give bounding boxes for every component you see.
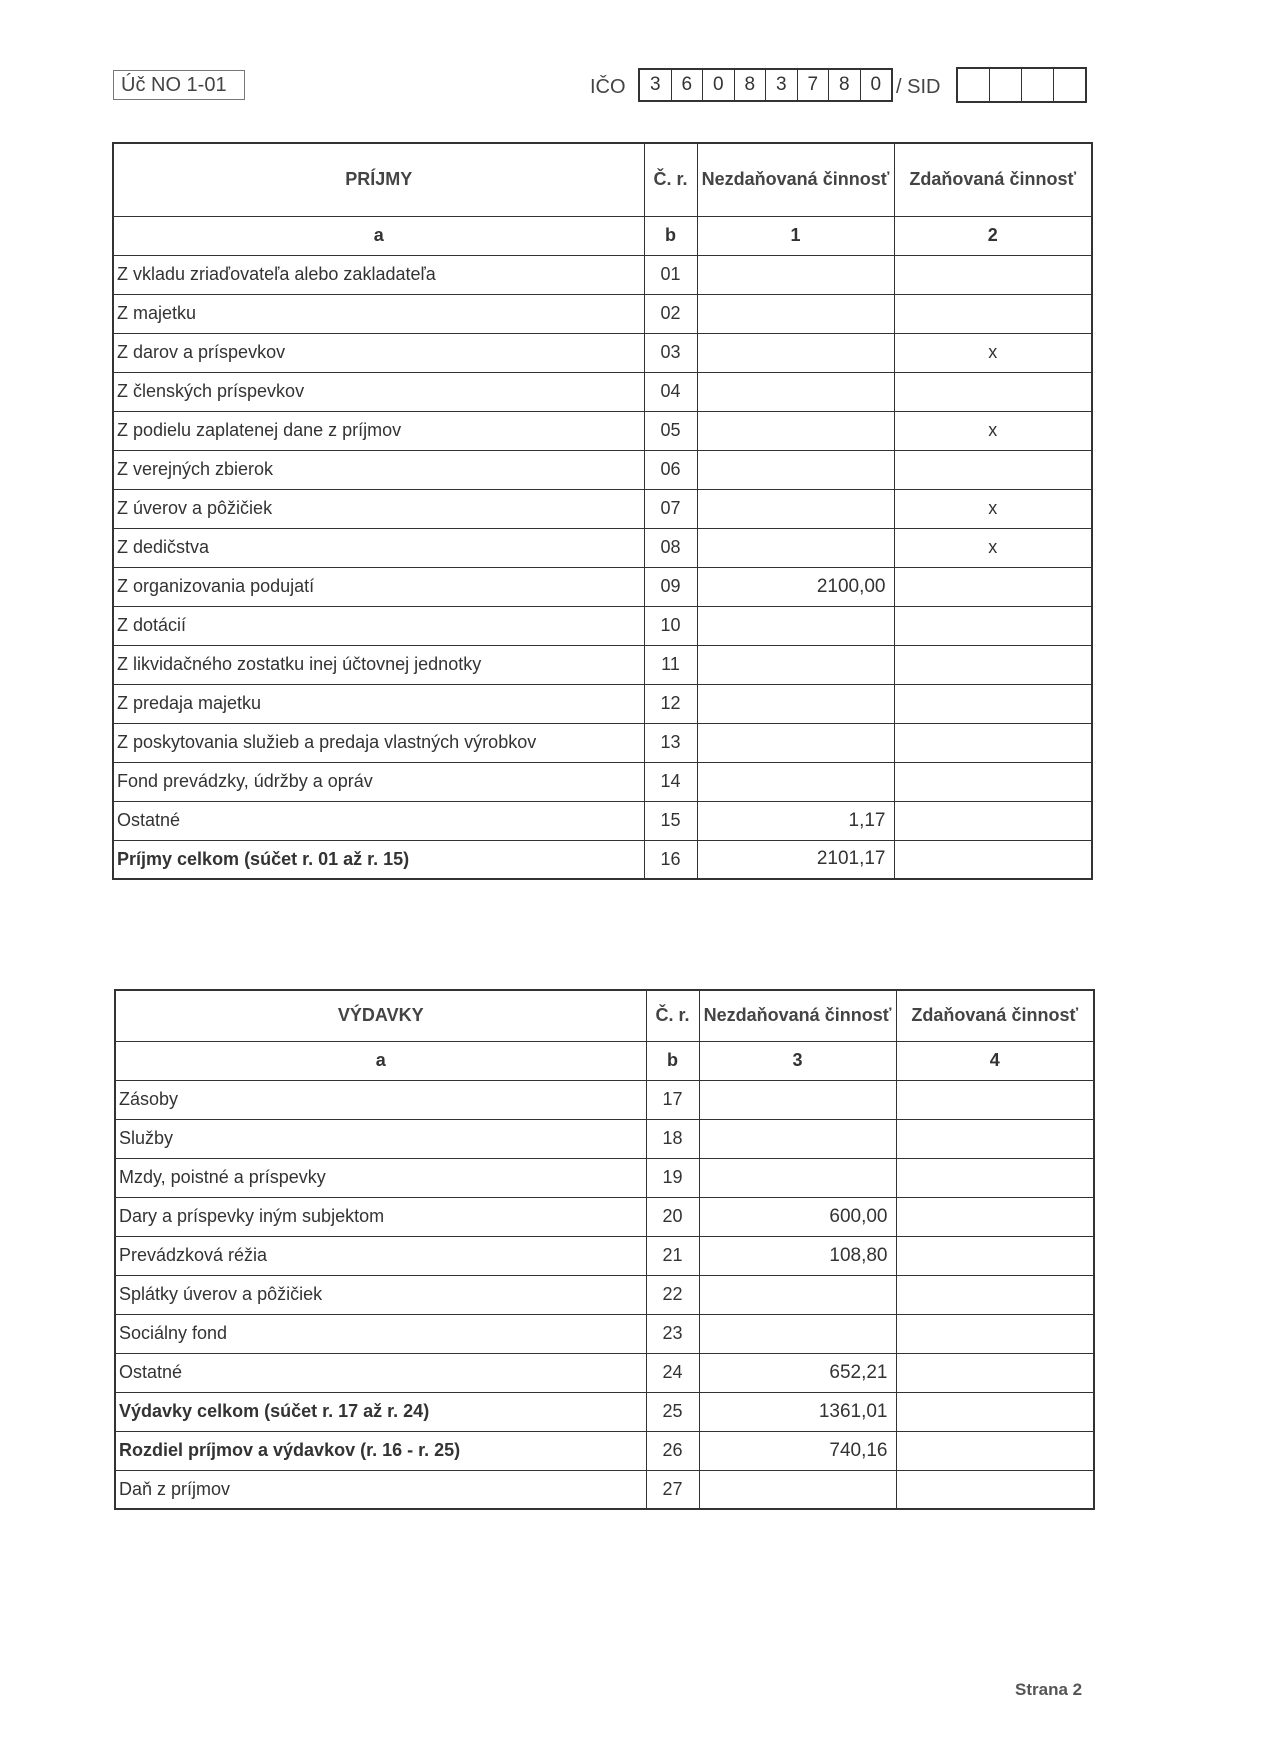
row-value-nontax: 2101,17 xyxy=(697,840,894,879)
row-value-nontax xyxy=(697,450,894,489)
row-value-nontax: 740,16 xyxy=(699,1431,896,1470)
row-value-tax xyxy=(896,1470,1094,1509)
expenses-sub-3: 3 xyxy=(699,1041,896,1080)
row-value-nontax xyxy=(697,333,894,372)
row-value-tax xyxy=(894,840,1092,879)
row-value-nontax: 1361,01 xyxy=(699,1392,896,1431)
ico-digit: 8 xyxy=(829,70,861,100)
row-label: Zásoby xyxy=(115,1080,646,1119)
row-value-tax xyxy=(894,801,1092,840)
expenses-row xyxy=(115,1158,1094,1197)
row-label: Z podielu zaplatenej dane z príjmov xyxy=(113,411,644,450)
ico-digit: 0 xyxy=(870,74,882,95)
row-value-nontax xyxy=(697,294,894,333)
row-value-tax: x xyxy=(894,411,1092,450)
income-row xyxy=(113,489,1092,528)
sid-box xyxy=(958,69,990,101)
row-number: 08 xyxy=(644,528,697,567)
page-number: Strana 2 xyxy=(1015,1680,1083,1699)
row-number: 19 xyxy=(646,1158,699,1197)
row-label: Mzdy, poistné a príspevky xyxy=(115,1158,646,1197)
row-value-nontax xyxy=(697,489,894,528)
row-number: 02 xyxy=(644,294,697,333)
income-row xyxy=(113,684,1092,723)
row-value-nontax xyxy=(697,255,894,294)
row-label: Dary a príspevky iným subjektom xyxy=(115,1197,646,1236)
row-value-nontax xyxy=(699,1080,896,1119)
row-value-nontax xyxy=(697,372,894,411)
sid-box xyxy=(990,69,1022,101)
income-row xyxy=(113,411,1092,450)
row-value-nontax xyxy=(699,1470,896,1509)
ico-digit: 8 xyxy=(735,70,767,100)
row-label: Z úverov a pôžičiek xyxy=(113,489,644,528)
ico-digit: 6 xyxy=(672,70,704,100)
row-label: Z majetku xyxy=(113,294,644,333)
row-value-nontax xyxy=(697,723,894,762)
income-row xyxy=(113,840,1092,879)
row-label: Z darov a príspevkov xyxy=(113,333,644,372)
row-label: Z dedičstva xyxy=(113,528,644,567)
expenses-row xyxy=(115,1353,1094,1392)
row-value-nontax xyxy=(699,1158,896,1197)
row-number: 06 xyxy=(644,450,697,489)
sid-box xyxy=(1054,69,1085,101)
row-value-nontax xyxy=(697,528,894,567)
expenses-row xyxy=(115,1275,1094,1314)
income-row xyxy=(113,645,1092,684)
row-value-tax xyxy=(896,1119,1094,1158)
row-value-tax xyxy=(894,255,1092,294)
row-number: 15 xyxy=(644,801,697,840)
income-sub-a: a xyxy=(113,216,644,255)
expenses-row xyxy=(115,1314,1094,1353)
row-value-tax xyxy=(894,606,1092,645)
row-number: 11 xyxy=(644,645,697,684)
row-value-nontax xyxy=(699,1314,896,1353)
row-number: 17 xyxy=(646,1080,699,1119)
row-number: 26 xyxy=(646,1431,699,1470)
expenses-row xyxy=(115,1119,1094,1158)
income-row xyxy=(113,567,1092,606)
expenses-row xyxy=(115,1470,1094,1509)
income-row xyxy=(113,606,1092,645)
income-header-nr: Č. r. xyxy=(644,143,697,216)
row-value-nontax xyxy=(697,411,894,450)
row-label: Príjmy celkom (súčet r. 01 až r. 15) xyxy=(113,840,644,879)
row-label: Splátky úverov a pôžičiek xyxy=(115,1275,646,1314)
row-label: Z verejných zbierok xyxy=(113,450,644,489)
row-value-nontax xyxy=(697,645,894,684)
row-label: Z dotácií xyxy=(113,606,644,645)
sid-label: / SID xyxy=(896,76,941,98)
row-value-tax xyxy=(896,1236,1094,1275)
expenses-table xyxy=(114,989,1095,1510)
row-number: 10 xyxy=(644,606,697,645)
row-label: Z organizovania podujatí xyxy=(113,567,644,606)
income-sub-1: 1 xyxy=(697,216,894,255)
row-label: Výdavky celkom (súčet r. 17 až r. 24) xyxy=(115,1392,646,1431)
row-value-tax xyxy=(896,1431,1094,1470)
row-value-nontax xyxy=(697,606,894,645)
ico-digit: 7 xyxy=(798,70,830,100)
row-number: 21 xyxy=(646,1236,699,1275)
row-number: 14 xyxy=(644,762,697,801)
row-label: Rozdiel príjmov a výdavkov (r. 16 - r. 25) xyxy=(115,1431,646,1470)
row-number: 07 xyxy=(644,489,697,528)
row-number: 13 xyxy=(644,723,697,762)
expenses-row xyxy=(115,1197,1094,1236)
row-number: 04 xyxy=(644,372,697,411)
row-value-tax xyxy=(894,645,1092,684)
row-value-tax xyxy=(894,684,1092,723)
sid-box xyxy=(1022,69,1054,101)
row-value-tax xyxy=(894,723,1092,762)
expenses-header-nontax: Nezdaňovaná činnosť xyxy=(699,990,896,1041)
expenses-row xyxy=(115,1431,1094,1470)
sid-boxes xyxy=(956,67,1087,103)
income-row xyxy=(113,255,1092,294)
income-row xyxy=(113,723,1092,762)
expenses-sub-4: 4 xyxy=(896,1041,1094,1080)
income-table xyxy=(112,142,1093,880)
row-label: Prevádzková réžia xyxy=(115,1236,646,1275)
row-number: 01 xyxy=(644,255,697,294)
row-value-nontax: 1,17 xyxy=(697,801,894,840)
row-number: 09 xyxy=(644,567,697,606)
income-row xyxy=(113,762,1092,801)
row-value-tax xyxy=(894,567,1092,606)
row-number: 12 xyxy=(644,684,697,723)
row-value-nontax: 2100,00 xyxy=(697,567,894,606)
row-number: 25 xyxy=(646,1392,699,1431)
row-value-nontax xyxy=(697,762,894,801)
row-number: 03 xyxy=(644,333,697,372)
ico-digit: 3 xyxy=(766,70,798,100)
row-value-tax: x xyxy=(894,528,1092,567)
row-value-tax xyxy=(896,1353,1094,1392)
income-sub-b: b xyxy=(644,216,697,255)
row-value-tax xyxy=(896,1275,1094,1314)
row-label: Sociálny fond xyxy=(115,1314,646,1353)
row-value-tax: x xyxy=(894,333,1092,372)
row-value-nontax: 600,00 xyxy=(699,1197,896,1236)
row-number: 16 xyxy=(644,840,697,879)
row-number: 05 xyxy=(644,411,697,450)
expenses-header-nr: Č. r. xyxy=(646,990,699,1041)
row-label: Z vkladu zriaďovateľa alebo zakladateľa xyxy=(113,255,644,294)
income-row xyxy=(113,528,1092,567)
row-value-tax xyxy=(896,1197,1094,1236)
row-number: 23 xyxy=(646,1314,699,1353)
row-value-tax xyxy=(896,1314,1094,1353)
income-header-label: PRÍJMY xyxy=(113,143,644,216)
expenses-row xyxy=(115,1080,1094,1119)
row-value-tax xyxy=(894,372,1092,411)
ico-label: IČO xyxy=(590,76,626,98)
income-row xyxy=(113,450,1092,489)
row-number: 24 xyxy=(646,1353,699,1392)
expenses-header-label: VÝDAVKY xyxy=(115,990,646,1041)
income-row xyxy=(113,333,1092,372)
row-value-nontax xyxy=(697,684,894,723)
row-value-tax xyxy=(896,1392,1094,1431)
expenses-sub-a: a xyxy=(115,1041,646,1080)
row-number: 18 xyxy=(646,1119,699,1158)
expenses-header-tax: Zdaňovaná činnosť xyxy=(896,990,1094,1041)
row-value-nontax xyxy=(699,1275,896,1314)
row-number: 27 xyxy=(646,1470,699,1509)
row-value-tax xyxy=(896,1080,1094,1119)
row-number: 22 xyxy=(646,1275,699,1314)
expenses-row xyxy=(115,1392,1094,1431)
ico-digit: 0 xyxy=(703,70,735,100)
income-row xyxy=(113,294,1092,333)
row-label: Z členských príspevkov xyxy=(113,372,644,411)
expenses-row xyxy=(115,1236,1094,1275)
income-header-tax: Zdaňovaná činnosť xyxy=(894,143,1092,216)
row-label: Ostatné xyxy=(113,801,644,840)
form-code: Úč NO 1-01 xyxy=(113,70,245,100)
row-label: Služby xyxy=(115,1119,646,1158)
row-label: Z poskytovania služieb a predaja vlastných výrobkov xyxy=(113,723,644,762)
row-value-nontax: 108,80 xyxy=(699,1236,896,1275)
row-label: Daň z príjmov xyxy=(115,1470,646,1509)
ico-digit: 3 xyxy=(640,70,672,100)
row-value-tax xyxy=(894,762,1092,801)
income-row xyxy=(113,372,1092,411)
row-number: 20 xyxy=(646,1197,699,1236)
row-value-tax: x xyxy=(894,489,1092,528)
row-label: Fond prevádzky, údržby a opráv xyxy=(113,762,644,801)
row-value-nontax: 652,21 xyxy=(699,1353,896,1392)
income-header-nontax: Nezdaňovaná činnosť xyxy=(697,143,894,216)
row-value-tax xyxy=(894,294,1092,333)
income-row xyxy=(113,801,1092,840)
expenses-sub-b: b xyxy=(646,1041,699,1080)
row-label: Ostatné xyxy=(115,1353,646,1392)
row-value-nontax xyxy=(699,1119,896,1158)
ico-boxes xyxy=(638,68,893,102)
row-value-tax xyxy=(894,450,1092,489)
row-label: Z likvidačného zostatku inej účtovnej jednotky xyxy=(113,645,644,684)
row-label: Z predaja majetku xyxy=(113,684,644,723)
income-sub-2: 2 xyxy=(894,216,1092,255)
row-value-tax xyxy=(896,1158,1094,1197)
